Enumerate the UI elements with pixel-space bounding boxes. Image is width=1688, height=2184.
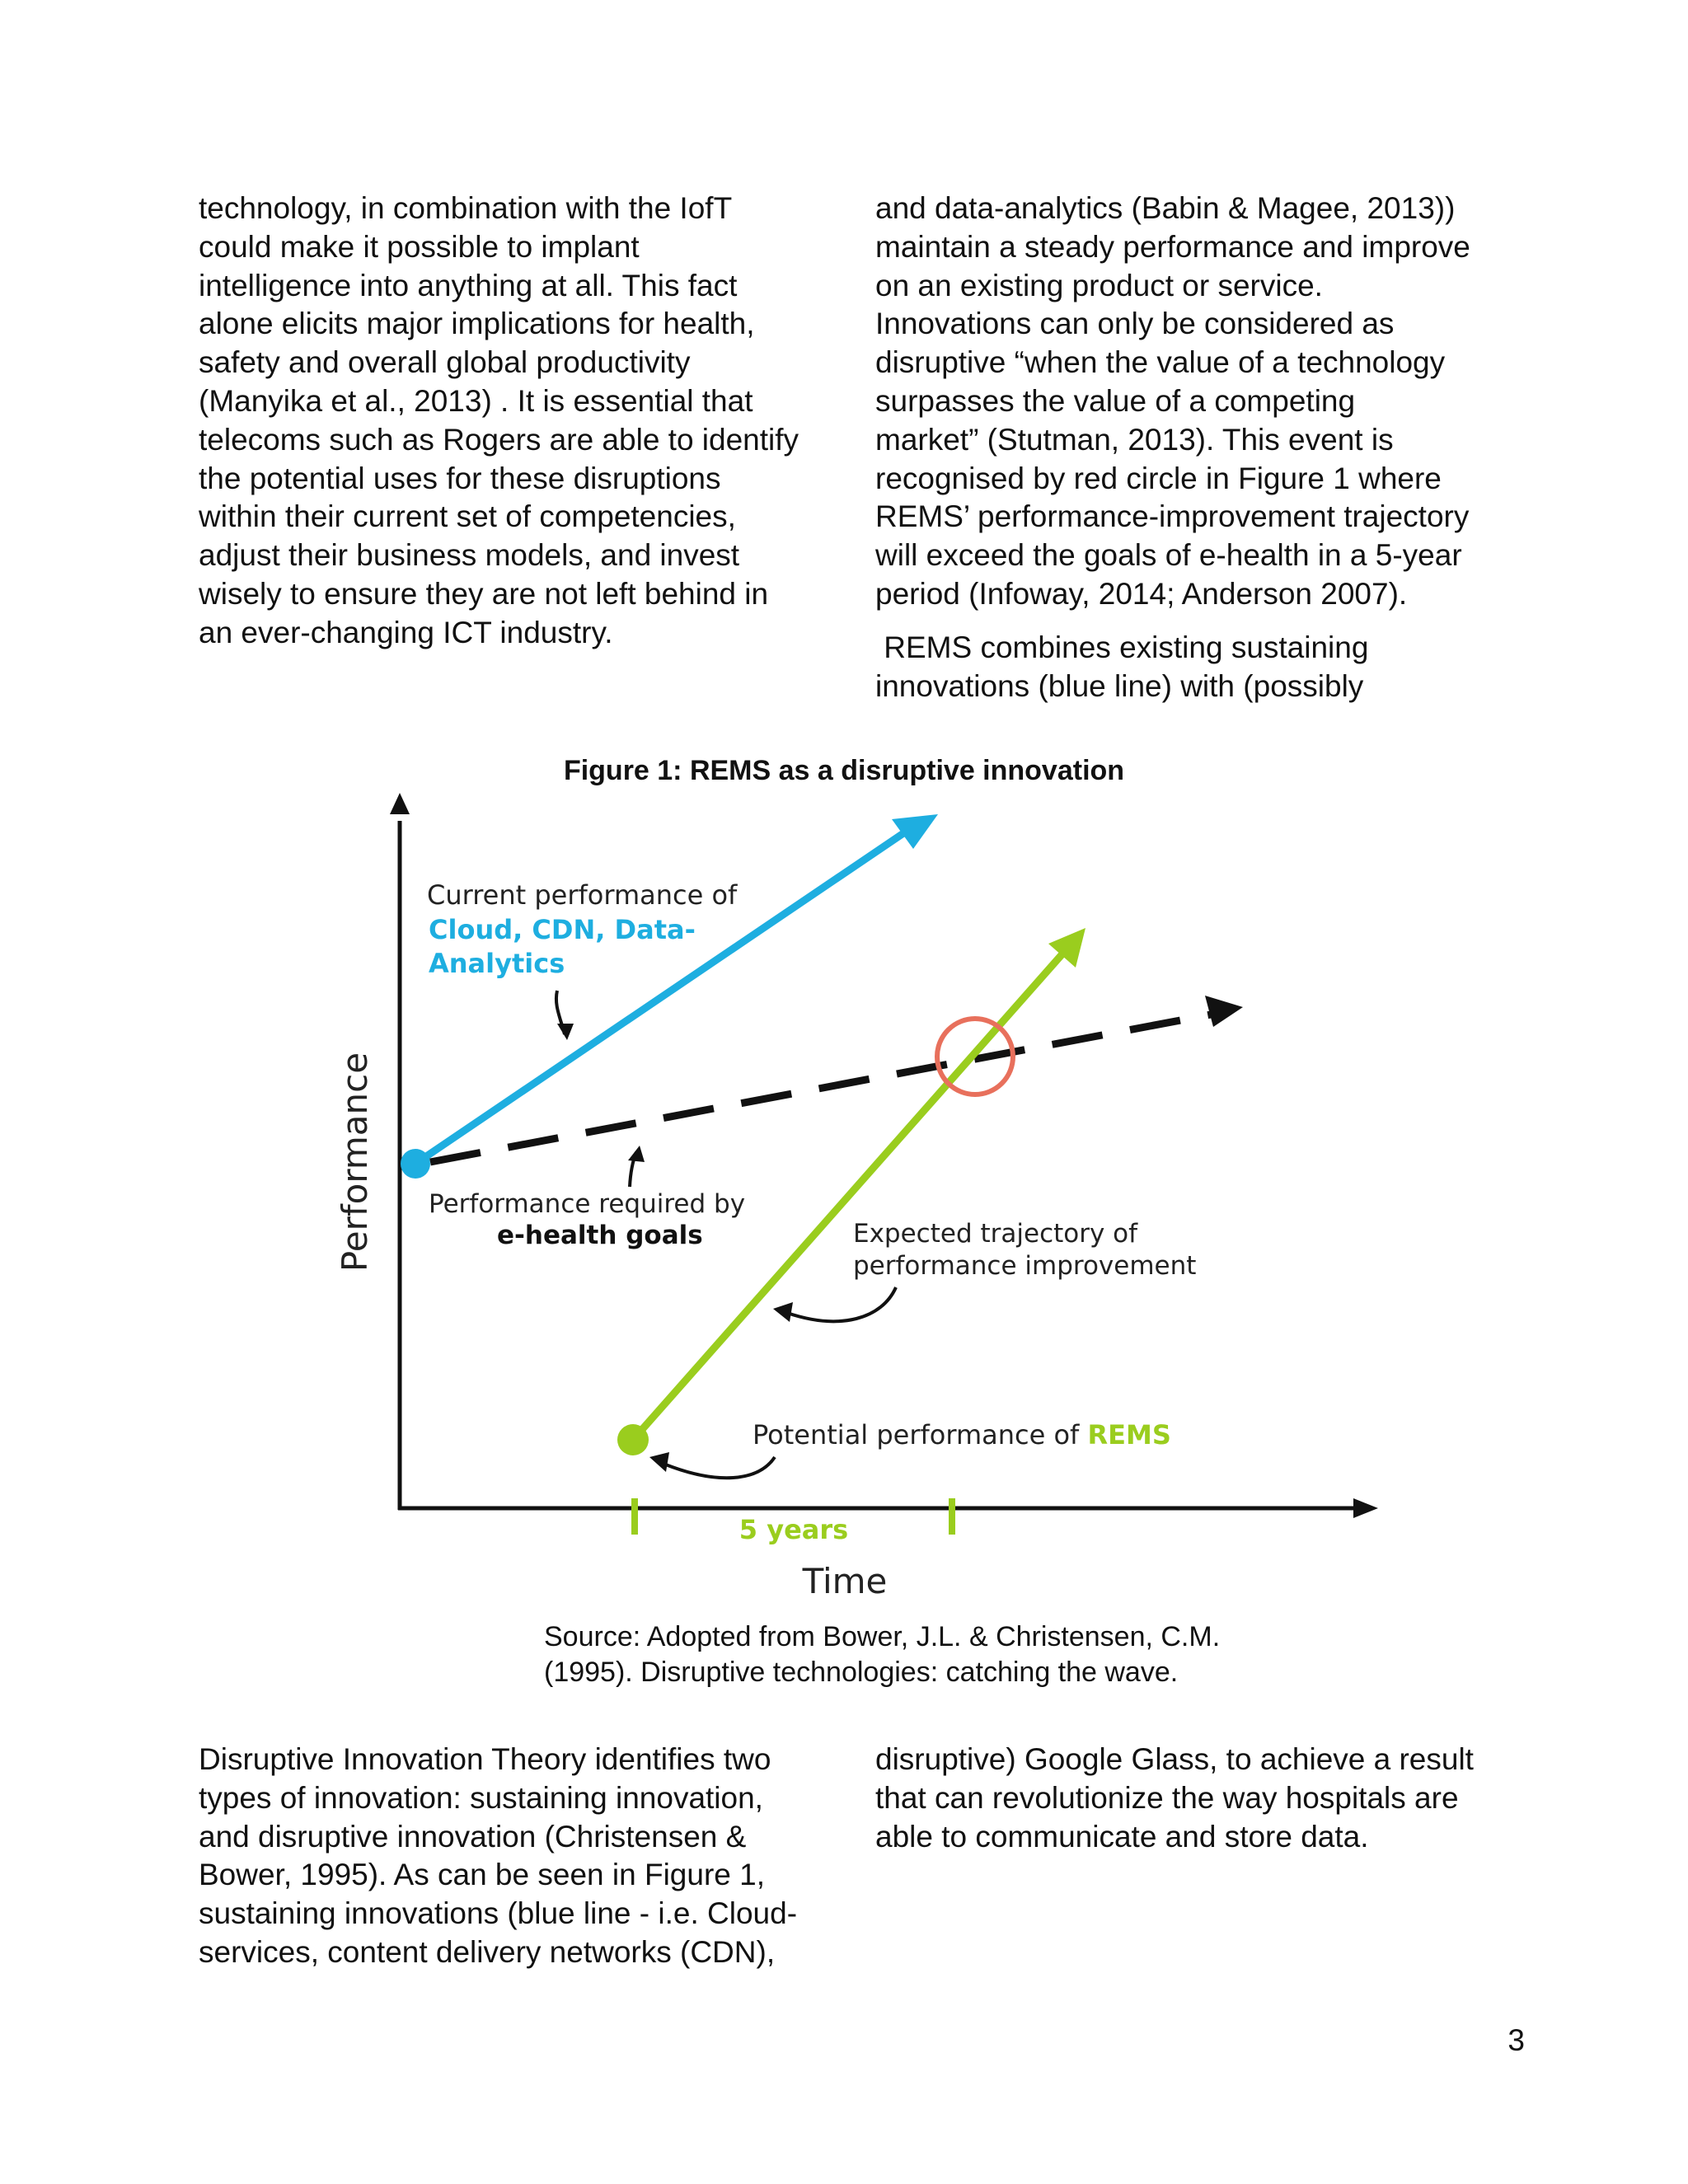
text-line: will exceed the goals of e-health in a 5-year [875, 538, 1462, 573]
top-right-column [875, 190, 1535, 705]
text-line: disruptive “when the value of a technology [875, 345, 1446, 380]
text-line: sustaining innovations (blue line - i.e. Cloud- [199, 1896, 798, 1931]
text-line: adjust their business models, and invest [199, 538, 740, 573]
blue-start-point [401, 1149, 430, 1179]
x-axis-arrowhead [1353, 1498, 1378, 1518]
required-performance-line [430, 996, 1243, 1162]
figure-source-note [544, 1619, 1286, 1690]
text-line: period (Infoway, 2014; Anderson 2007). [875, 576, 1408, 611]
figure-caption: Figure 1: REMS as a disruptive innovation [563, 755, 1125, 786]
green-start-point [617, 1424, 649, 1455]
blue-label-line2: Cloud, CDN, Data- [429, 914, 696, 945]
text-line: and data-analytics (Babin & Magee, 2013)) [875, 191, 1456, 225]
blue-arrowhead [892, 814, 938, 849]
text-line: on an existing product or service. [875, 268, 1323, 302]
text-line: innovations (blue line) with (possibly [875, 668, 1364, 703]
blue-label-line3: Analytics [429, 948, 565, 979]
rems-label [753, 1419, 1171, 1451]
text-line: services, content delivery networks (CDN), [199, 1934, 776, 1969]
text-line: alone elicits major implications for health, [199, 307, 755, 341]
text-line: an ever-changing ICT industry. [199, 615, 613, 649]
text-line: and disruptive innovation (Christensen & [199, 1819, 747, 1854]
sustaining-innovation-line [401, 814, 938, 1179]
paragraph-disruptive-theory [199, 1741, 842, 1972]
text-line: Source: Adopted from Bower, J.L. & Christensen, C.M. [544, 1621, 1221, 1652]
text-line: maintain a steady performance and improve [875, 229, 1470, 264]
bottom-left-column [199, 1741, 842, 1972]
black-label-line2: e-health goals [497, 1221, 703, 1250]
rems-label-prefix: Potential performance of [753, 1419, 1088, 1451]
text-line: telecoms such as Rogers are able to identify [199, 422, 799, 457]
text-line: the potential uses for these disruptions [199, 461, 721, 495]
bottom-right-column [875, 1741, 1535, 1856]
rems-label-pointer [663, 1457, 775, 1478]
disruptive-innovation-diagram [313, 783, 1385, 1615]
paragraph-rems-combines [875, 629, 1535, 706]
text-line: able to communicate and store data. [875, 1819, 1369, 1854]
paragraph-sustaining-innovation [875, 190, 1535, 614]
text-line: wisely to ensure they are not left behind in [199, 576, 769, 611]
paragraph-iot-intelligence [199, 190, 842, 653]
paragraph-google-glass [875, 1741, 1535, 1856]
text-line: REMS’ performance-improvement trajectory [875, 499, 1470, 534]
page-number: 3 [1507, 2023, 1525, 2057]
text-line: safety and overall global productivity [199, 345, 691, 380]
black-label-line1: Performance required by [429, 1189, 746, 1219]
text-line: that can revolutionize the way hospitals are [875, 1780, 1459, 1815]
trajectory-label-line1: Expected trajectory of [853, 1219, 1138, 1249]
black-arrowhead [1205, 996, 1243, 1027]
text-line: surpasses the value of a competing [875, 383, 1356, 418]
text-line: (Manyika et al., 2013) . It is essential that [199, 383, 753, 418]
text-line: Innovations can only be considered as [875, 307, 1395, 341]
blue-label-line1: Current performance of [427, 879, 738, 911]
black-dashed-line [430, 1012, 1224, 1162]
text-line: market” (Stutman, 2013). This event is [875, 422, 1394, 457]
text-line: disruptive) Google Glass, to achieve a result [875, 1742, 1474, 1776]
text-line: technology, in combination with the IofT [199, 191, 733, 225]
text-line: Disruptive Innovation Theory identifies two [199, 1742, 771, 1776]
text-line: recognised by red circle in Figure 1 where [875, 461, 1442, 495]
text-line: types of innovation: sustaining innovation, [199, 1780, 763, 1815]
text-line: could make it possible to implant [199, 229, 640, 264]
rems-label-highlight: REMS [1087, 1419, 1171, 1451]
trajectory-label-pointer-head [773, 1302, 793, 1322]
blue-label-pointer-head [557, 1024, 574, 1040]
text-line: REMS combines existing sustaining [875, 630, 1369, 664]
trajectory-label-line2: performance improvement [853, 1251, 1197, 1281]
text-line: Bower, 1995). As can be seen in Figure 1, [199, 1858, 765, 1892]
x-axis-label: Time [802, 1561, 888, 1601]
rems-label-pointer-head [649, 1452, 669, 1472]
black-label-pointer-head [628, 1146, 645, 1162]
period-label: 5 years [738, 1514, 849, 1545]
trajectory-label-pointer [787, 1287, 896, 1321]
text-line: within their current set of competencies, [199, 499, 736, 534]
y-axis-arrowhead [390, 793, 410, 814]
top-left-column [199, 190, 842, 653]
text-line: (1995). Disruptive technologies: catching the wave. [544, 1657, 1179, 1688]
text-line: intelligence into anything at all. This fact [199, 268, 738, 302]
paragraph-gap [875, 614, 1535, 629]
y-axis-label: Performance [335, 1052, 375, 1272]
